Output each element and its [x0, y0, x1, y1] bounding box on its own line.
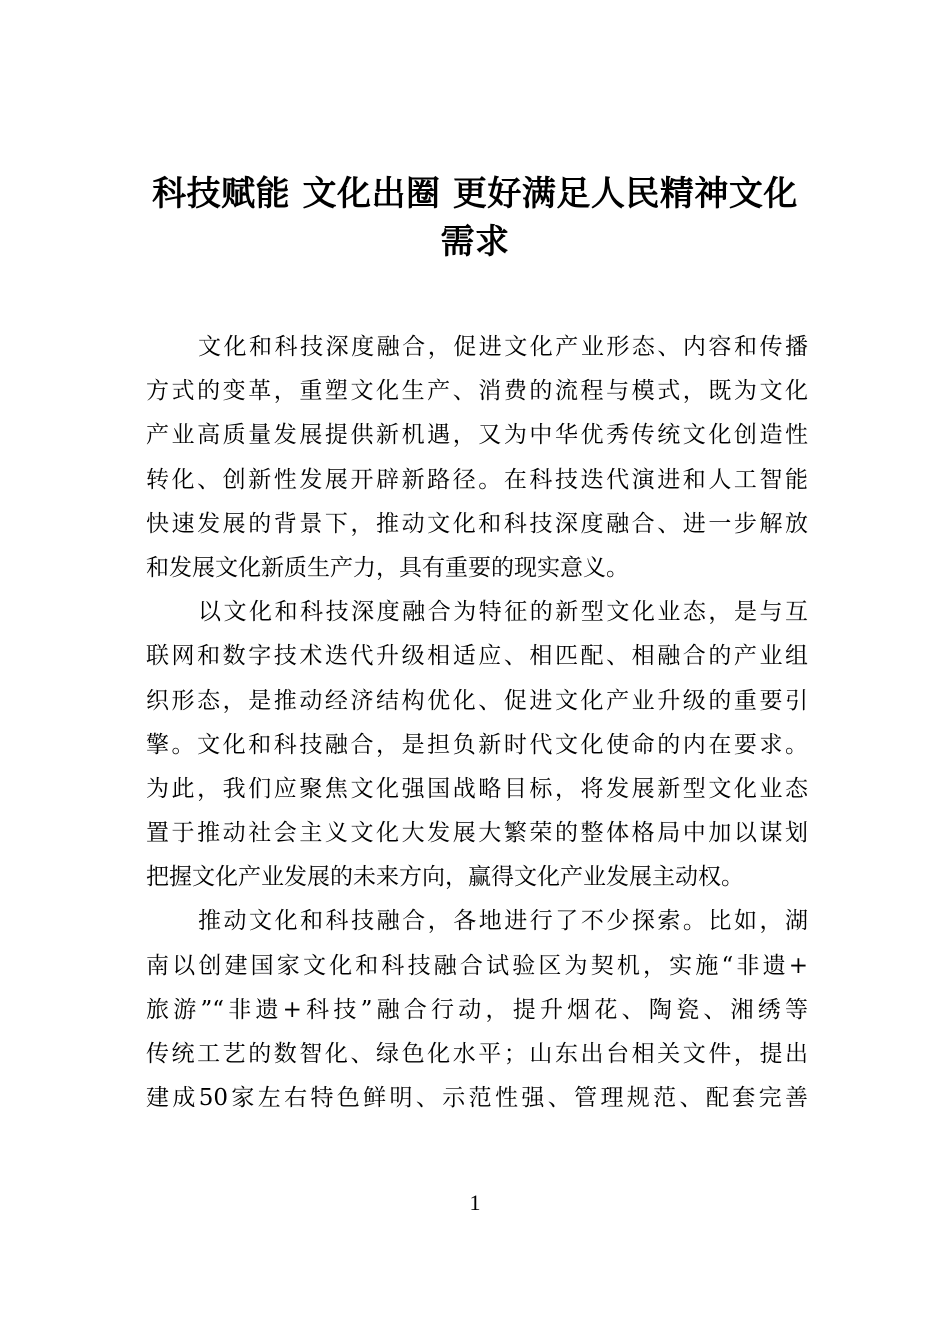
- text-line: 转化、创新性发展开辟新路径。在科技迭代演进和人工智能: [146, 466, 808, 493]
- text-line: 南以创建国家文化和科技融合试验区为契机，实施“非遗+: [146, 952, 808, 979]
- document-title: [140, 170, 810, 266]
- text-line: 把握文化产业发展的未来方向，赢得文化产业发展主动权。: [146, 864, 744, 891]
- page-number: 1: [469, 1190, 481, 1215]
- text-line: 擎。文化和科技融合，是担负新时代文化使命的内在要求。: [146, 731, 808, 758]
- text-line: 产业高质量发展提供新机遇，又为中华优秀传统文化创造性: [146, 422, 808, 449]
- text-line: 联网和数字技术迭代升级相适应、相匹配、相融合的产业组: [146, 643, 808, 670]
- text-line: 传统工艺的数智化、绿色化水平；山东出台相关文件，提出: [146, 1041, 808, 1067]
- text-line: 旅游”“非遗+科技”融合行动，提升烟花、陶瓷、湘绣等: [146, 996, 808, 1023]
- title-line: 科技赋能 文化出圈 更好满足人民精神文化: [152, 174, 798, 214]
- title-line: 需求: [440, 222, 510, 262]
- text-line: 和发展文化新质生产力，具有重要的现实意义。: [146, 554, 629, 581]
- text-line: 建成50家左右特色鲜明、示范性强、管理规范、配套完善: [146, 1085, 808, 1112]
- document-body: [146, 325, 808, 1120]
- text-line: 推动文化和科技融合，各地进行了不少探索。比如，湖: [198, 908, 808, 935]
- text-line: 以文化和科技深度融合为特征的新型文化业态，是与互: [198, 599, 808, 626]
- paragraph-1: [146, 325, 808, 590]
- text-line: 置于推动社会主义文化大发展大繁荣的整体格局中加以谋划: [146, 820, 808, 847]
- paragraph-2: [146, 590, 808, 899]
- paragraph-3: [146, 899, 808, 1120]
- text-line: 方式的变革，重塑文化生产、消费的流程与模式，既为文化: [146, 378, 808, 405]
- text-line: 快速发展的背景下，推动文化和科技深度融合、进一步解放: [146, 510, 808, 537]
- text-line: 织形态，是推动经济结构优化、促进文化产业升级的重要引: [146, 687, 808, 714]
- text-line: 为此，我们应聚焦文化强国战略目标，将发展新型文化业态: [146, 775, 808, 802]
- text-line: 文化和科技深度融合，促进文化产业形态、内容和传播: [198, 334, 808, 360]
